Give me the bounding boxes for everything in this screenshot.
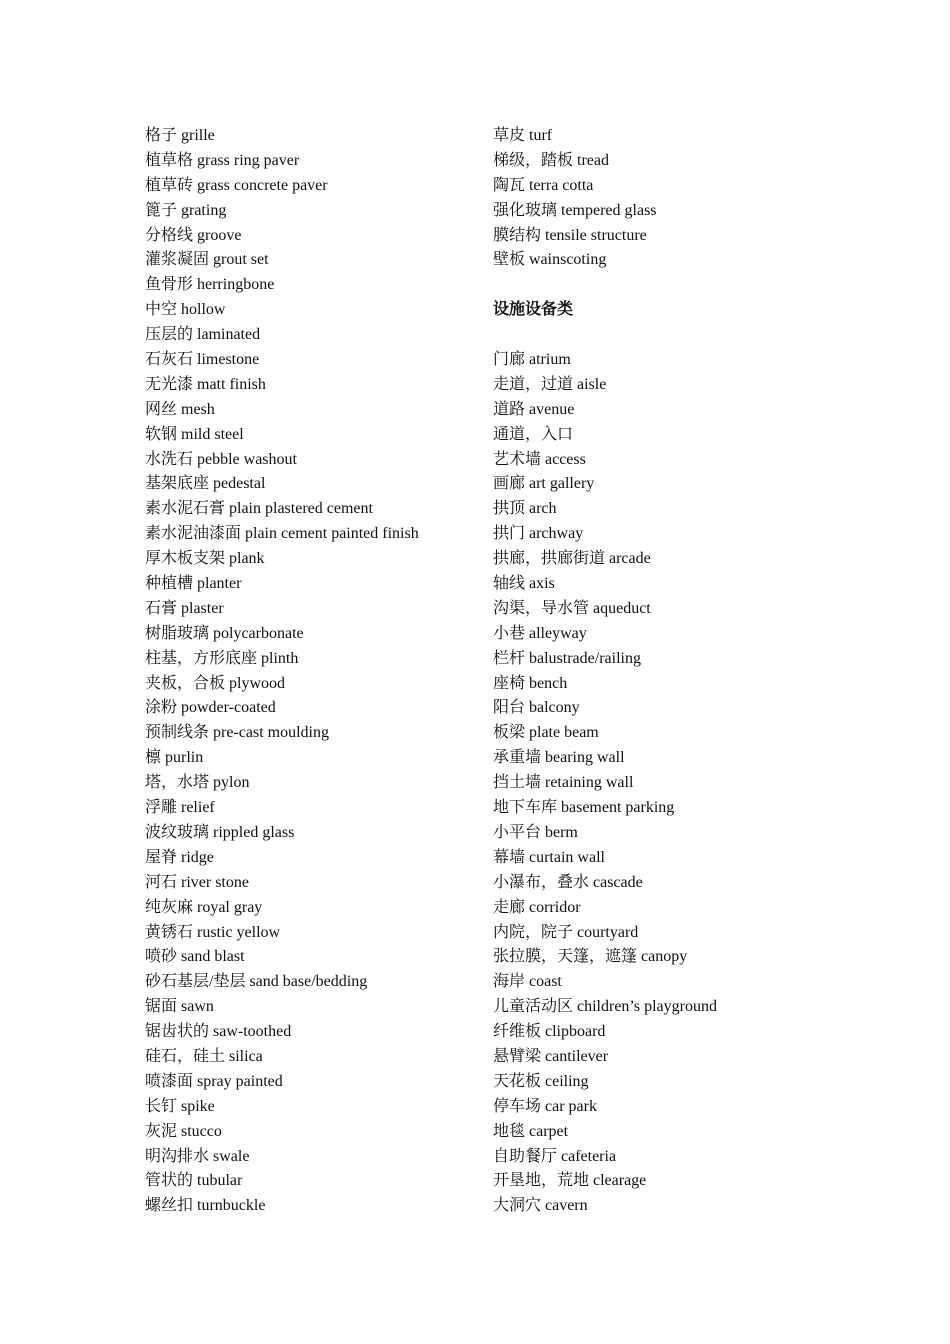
term-entry: 座椅 bench — [493, 674, 568, 692]
term-entry: 波纹玻璃 rippled glass — [145, 823, 295, 841]
term-entry: 喷砂 sand blast — [145, 948, 245, 966]
term-entry: 停车场 car park — [493, 1097, 597, 1115]
term-entry: 纯灰麻 royal gray — [145, 898, 263, 916]
term-entry: 长钉 spike — [145, 1097, 215, 1115]
term-entry: 画廊 art gallery — [493, 475, 595, 493]
term-entry: 承重墙 bearing wall — [493, 749, 625, 767]
term-entry: 分格线 groove — [145, 226, 242, 244]
term-entry: 悬臂梁 cantilever — [493, 1047, 609, 1065]
term-entry: 张拉膜，天篷，遮篷 canopy — [493, 948, 688, 966]
term-entry: 喷漆面 spray painted — [145, 1072, 283, 1090]
term-entry: 小巷 alleyway — [493, 624, 587, 642]
term-entry: 预制线条 pre-cast moulding — [145, 724, 329, 742]
term-entry: 压层的 laminated — [145, 326, 261, 344]
term-entry: 厚木板支架 plank — [145, 550, 265, 568]
term-entry: 锯齿状的 saw-toothed — [145, 1023, 292, 1041]
term-entry: 素水泥石膏 plain plastered cement — [145, 500, 373, 518]
term-entry: 软钢 mild steel — [145, 425, 244, 443]
term-entry: 陶瓦 terra cotta — [493, 176, 594, 194]
blank-line — [493, 323, 873, 348]
term-entry: 轴线 axis — [493, 575, 555, 593]
term-entry: 地下车库 basement parking — [493, 799, 675, 817]
term-entry: 河石 river stone — [145, 873, 249, 891]
term-entry: 檩 purlin — [145, 749, 204, 767]
right-term-column — [493, 124, 873, 1219]
term-entry: 锯面 sawn — [145, 998, 214, 1016]
term-entry: 硅石，硅土 silica — [145, 1047, 263, 1065]
term-entry: 拱廊，拱廊街道 arcade — [493, 550, 651, 568]
term-entry: 屋脊 ridge — [145, 848, 214, 866]
term-entry: 挡土墙 retaining wall — [493, 774, 634, 792]
section-heading: 设施设备类 — [493, 301, 574, 319]
term-entry: 梯级，踏板 tread — [493, 151, 609, 169]
term-entry: 夹板，合板 plywood — [145, 674, 286, 692]
term-entry: 小平台 berm — [493, 823, 578, 841]
term-entry: 沟渠，导水管 aqueduct — [493, 599, 651, 617]
term-entry: 走廊 corridor — [493, 898, 581, 916]
term-entry: 无光漆 matt finish — [145, 375, 266, 393]
term-entry: 水洗石 pebble washout — [145, 450, 297, 468]
term-entry: 拱顶 arch — [493, 500, 557, 518]
term-entry: 螺丝扣 turnbuckle — [145, 1197, 266, 1215]
term-entry: 鱼骨形 herringbone — [145, 276, 275, 294]
term-entry: 幕墙 curtain wall — [493, 848, 605, 866]
term-entry: 海岸 coast — [493, 973, 562, 991]
term-entry: 树脂玻璃 polycarbonate — [145, 624, 304, 642]
term-entry: 天花板 ceiling — [493, 1072, 589, 1090]
term-entry: 走道，过道 aisle — [493, 375, 607, 393]
term-entry: 中空 hollow — [145, 301, 226, 319]
term-entry: 板梁 plate beam — [493, 724, 599, 742]
term-entry: 强化玻璃 tempered glass — [493, 201, 657, 219]
term-entry: 通道，入口 — [493, 425, 574, 443]
term-entry: 膜结构 tensile structure — [493, 226, 647, 244]
term-entry: 篦子 grating — [145, 201, 227, 219]
term-entry: 网丝 mesh — [145, 400, 215, 418]
term-entry: 植草砖 grass concrete paver — [145, 176, 328, 194]
term-entry: 素水泥油漆面 plain cement painted finish — [145, 525, 419, 543]
term-entry: 开垦地，荒地 clearage — [493, 1172, 647, 1190]
term-entry: 浮雕 relief — [145, 799, 215, 817]
term-entry: 地毯 carpet — [493, 1122, 569, 1140]
term-entry: 小瀑布，叠水 cascade — [493, 873, 643, 891]
term-entry: 儿童活动区 children’s playground — [493, 998, 717, 1016]
term-entry: 草皮 turf — [493, 127, 553, 144]
term-entry: 灌浆凝固 grout set — [145, 251, 269, 269]
left-term-column — [145, 124, 485, 1219]
term-entry: 大洞穴 cavern — [493, 1197, 588, 1215]
term-entry: 柱基，方形底座 plinth — [145, 649, 299, 667]
term-entry: 塔，水塔 pylon — [145, 774, 250, 792]
term-entry: 格子 grille — [145, 127, 215, 144]
term-entry: 黄锈石 rustic yellow — [145, 923, 281, 941]
term-entry: 阳台 balcony — [493, 699, 580, 717]
blank-line — [493, 273, 873, 298]
term-entry: 自助餐厅 cafeteria — [493, 1147, 617, 1165]
term-entry: 内院，院子 courtyard — [493, 923, 639, 941]
term-entry: 明沟排水 swale — [145, 1147, 250, 1165]
term-entry: 艺术墙 access — [493, 450, 586, 468]
term-entry: 砂石基层/垫层 sand base/bedding — [145, 973, 368, 991]
term-entry: 涂粉 powder-coated — [145, 699, 276, 717]
term-entry: 种植槽 planter — [145, 575, 242, 593]
term-entry: 道路 avenue — [493, 400, 575, 418]
term-entry: 拱门 archway — [493, 525, 584, 543]
term-entry: 灰泥 stucco — [145, 1122, 222, 1140]
term-entry: 石膏 plaster — [145, 599, 224, 617]
term-entry: 基架底座 pedestal — [145, 475, 266, 493]
term-entry: 石灰石 limestone — [145, 351, 260, 369]
term-entry: 壁板 wainscoting — [493, 251, 607, 269]
term-entry: 纤维板 clipboard — [493, 1023, 606, 1041]
term-entry: 门廊 atrium — [493, 351, 571, 369]
term-entry: 栏杆 balustrade/railing — [493, 649, 641, 667]
term-entry: 植草格 grass ring paver — [145, 151, 300, 169]
term-entry: 管状的 tubular — [145, 1172, 243, 1190]
